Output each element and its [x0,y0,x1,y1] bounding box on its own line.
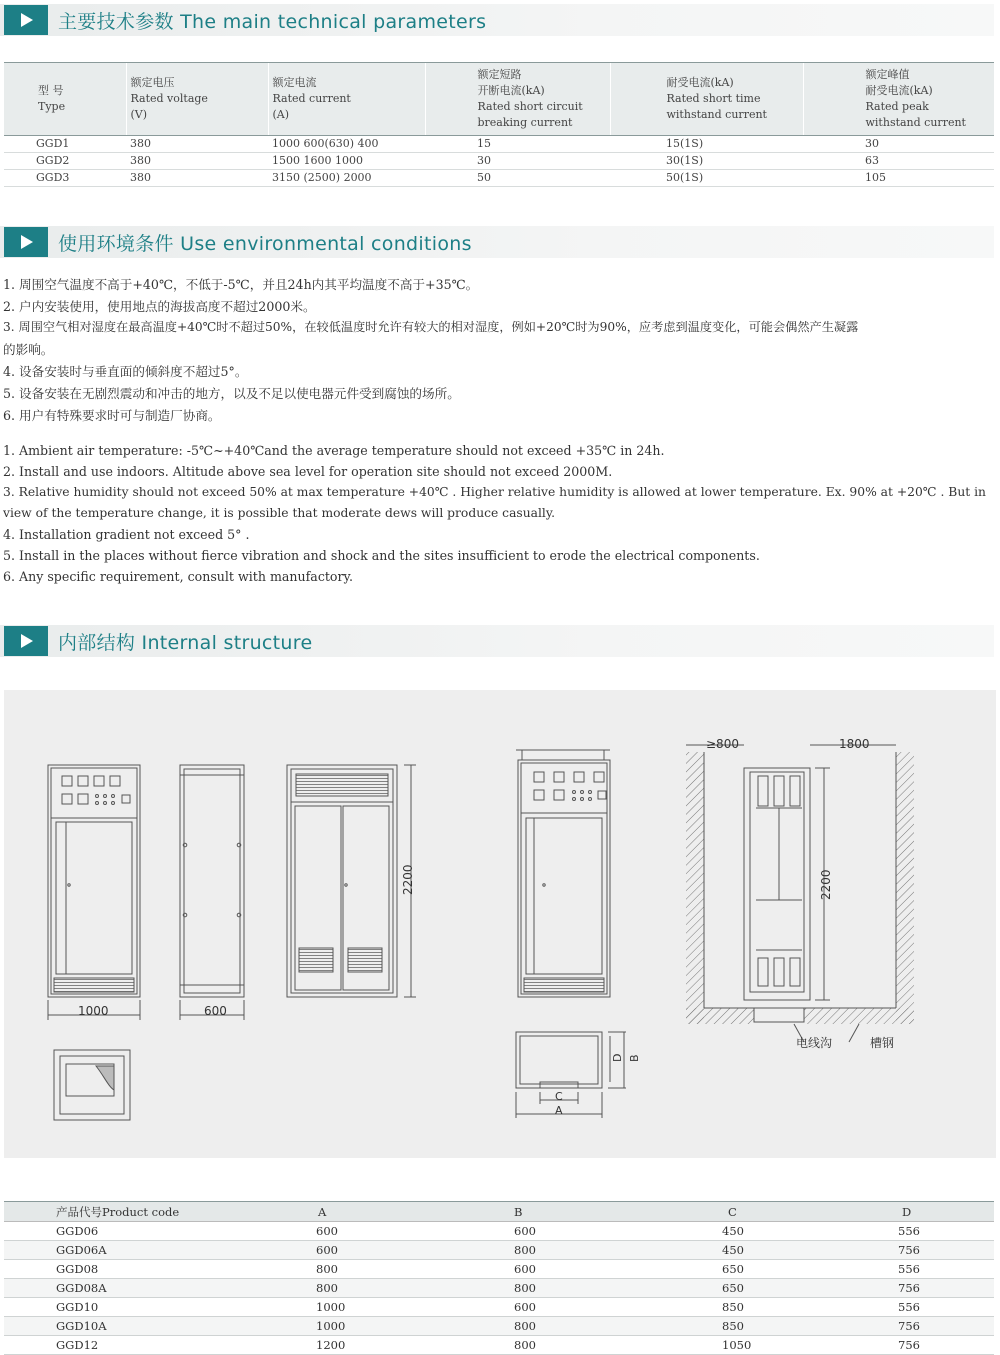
cabinet-back-view [287,765,416,997]
condition-en-5: 5. Install in the places without fierce vibration and shock and the sites insufficient to erode the electrical components. [3,548,760,563]
cell-peak: 30 [803,136,994,153]
dim-d-label: D [611,1053,624,1062]
cell-c: 850 [652,1317,828,1336]
cell-current: 3150 (2500) 2000 [268,170,425,187]
cell-d: 756 [828,1317,994,1336]
base-frame-view-1 [54,1050,130,1120]
cell-voltage: 380 [126,136,268,153]
cell-short-time: 30(1S) [610,153,803,170]
condition-cn-1: 1. 周围空气温度不高于+40℃，不低于-5℃，并且24h内其平均温度不高于+35℃。 [3,277,479,292]
cell-breaking: 30 [425,153,610,170]
dim-depth-label: 600 [204,1004,227,1018]
cell-d: 556 [828,1298,994,1317]
technical-parameters-table [4,62,994,187]
cell-code: GGD10A [4,1317,238,1336]
cell-c: 450 [652,1241,828,1260]
header-b: B [444,1202,652,1222]
cell-b: 600 [444,1222,652,1241]
cabinet-front-view-2 [516,750,610,997]
cell-a: 800 [238,1260,444,1279]
cabinet-side-view [180,765,244,1020]
header-peak-current: 额定峰值 耐受电流(kA) Rated peak withstand current [803,63,994,136]
cabinet-front-view-1 [48,765,140,1020]
header-d: D [828,1202,994,1222]
condition-cn-2: 2. 户内安装使用，使用地点的海拔高度不超过2000米。 [3,299,316,314]
condition-cn-4: 4. 设备安装时与垂直面的倾斜度不超过5°。 [3,364,248,379]
cell-current: 1500 1600 1000 [268,153,425,170]
table-row [4,1260,994,1279]
trench-label: 电线沟 [796,1036,833,1050]
table-row [4,1317,994,1336]
table-row [4,1241,994,1260]
header-rated-voltage: 额定电压 Rated voltage (V) [126,63,268,136]
play-arrow-icon [4,5,48,35]
base-frame-view-2 [516,1032,626,1118]
header-a: A [238,1202,444,1222]
table-row [4,136,994,153]
section-title-technical: 主要技术参数 The main technical parameters [58,11,487,33]
table-header-row [4,1202,994,1222]
play-arrow-icon [4,626,48,656]
cell-d: 756 [828,1279,994,1298]
cell-code: GGD08 [4,1260,238,1279]
cell-code: GGD06 [4,1222,238,1241]
header-short-time-current: 耐受电流(kA) Rated short time withstand current [610,63,803,136]
cell-d: 556 [828,1222,994,1241]
condition-cn-3: 3. 周围空气相对湿度在最高温度+40℃时不超过50%，在较低温度时允许有较大的相对湿度，例如+20℃时为90%，应考虑到温度变化，可能会偶然产生凝露 [3,320,859,334]
cell-a: 1000 [238,1298,444,1317]
cell-b: 600 [444,1298,652,1317]
cell-breaking: 50 [425,170,610,187]
cell-voltage: 380 [126,170,268,187]
cell-a: 1000 [238,1317,444,1336]
cell-type: GGD1 [4,136,126,153]
dim-front-clear-label: ≥800 [706,737,739,751]
cell-d: 556 [828,1260,994,1279]
header-type: 型 号 Type [4,63,126,136]
header-rated-current: 额定电流 Rated current (A) [268,63,425,136]
cell-peak: 63 [803,153,994,170]
cell-d: 756 [828,1241,994,1260]
dim-height-label-1: 2200 [401,864,415,895]
header-breaking-current: 额定短路 开断电流(kA) Rated short circuit breaking current [425,63,610,136]
dim-width-label: 1000 [78,1004,109,1018]
condition-cn-5: 5. 设备安装在无剧烈震动和冲击的地方，以及不足以使电器元件受到腐蚀的场所。 [3,386,460,401]
cell-a: 600 [238,1241,444,1260]
table-row [4,170,994,187]
table-row [4,1279,994,1298]
condition-en-6: 6. Any specific requirement, consult with manufactory. [3,569,353,584]
cell-peak: 105 [803,170,994,187]
cell-b: 800 [444,1317,652,1336]
cell-b: 800 [444,1336,652,1355]
table-row [4,1336,994,1355]
section-title-structure: 内部结构 Internal structure [58,632,313,654]
cell-current: 1000 600(630) 400 [268,136,425,153]
cell-d: 756 [828,1336,994,1355]
cell-short-time: 50(1S) [610,170,803,187]
dim-b-label: B [628,1054,641,1062]
condition-en-1: 1. Ambient air temperature: -5℃~+40℃and the average temperature should not exceed +35℃ in 24h. [3,443,665,458]
cell-voltage: 380 [126,153,268,170]
header-product-code: 产品代号Product code [4,1202,238,1222]
installation-section-view [686,745,914,1042]
table-header-row [4,63,994,136]
condition-en-2: 2. Install and use indoors. Altitude above sea level for operation site should not exceed 2000M. [3,464,613,479]
table-row [4,153,994,170]
dim-height-label-2: 2200 [819,869,833,900]
cell-b: 800 [444,1279,652,1298]
dim-room-label: 1800 [839,737,870,751]
table-row [4,1298,994,1317]
section-header-technical [0,4,998,36]
cell-a: 800 [238,1279,444,1298]
cell-code: GGD10 [4,1298,238,1317]
condition-cn-6: 6. 用户有特殊要求时可与制造厂协商。 [3,408,221,423]
dim-c-label: C [555,1090,563,1103]
cell-c: 850 [652,1298,828,1317]
header-c: C [652,1202,828,1222]
cell-code: GGD12 [4,1336,238,1355]
cell-breaking: 15 [425,136,610,153]
condition-en-3: 3. Relative humidity should not exceed 50% at max temperature +40℃ . Higher relative humidity is allowed at lower temperature. Ex. 90% at +20℃ . But in view of the temperature change, it is possible that moderate dews will produce casually. [3,485,986,520]
cell-type: GGD3 [4,170,126,187]
cell-b: 800 [444,1241,652,1260]
dim-a-label: A [555,1104,563,1117]
cell-code: GGD08A [4,1279,238,1298]
cell-c: 650 [652,1260,828,1279]
cell-short-time: 15(1S) [610,136,803,153]
cell-a: 600 [238,1222,444,1241]
condition-cn-3-cont: 的影响。 [3,342,54,357]
internal-structure-drawing [4,690,996,1158]
cell-c: 650 [652,1279,828,1298]
section-header-structure [0,625,998,657]
cell-b: 600 [444,1260,652,1279]
cell-c: 1050 [652,1336,828,1355]
cell-type: GGD2 [4,153,126,170]
product-code-table [4,1201,994,1355]
cell-c: 450 [652,1222,828,1241]
section-header-environment [0,226,998,258]
cell-a: 1200 [238,1336,444,1355]
table-row [4,1222,994,1241]
channel-steel-label: 槽钢 [870,1036,895,1050]
condition-en-4: 4. Installation gradient not exceed 5° . [3,527,250,542]
section-title-environment: 使用环境条件 Use environmental conditions [58,233,472,255]
play-arrow-icon [4,227,48,257]
cell-code: GGD06A [4,1241,238,1260]
